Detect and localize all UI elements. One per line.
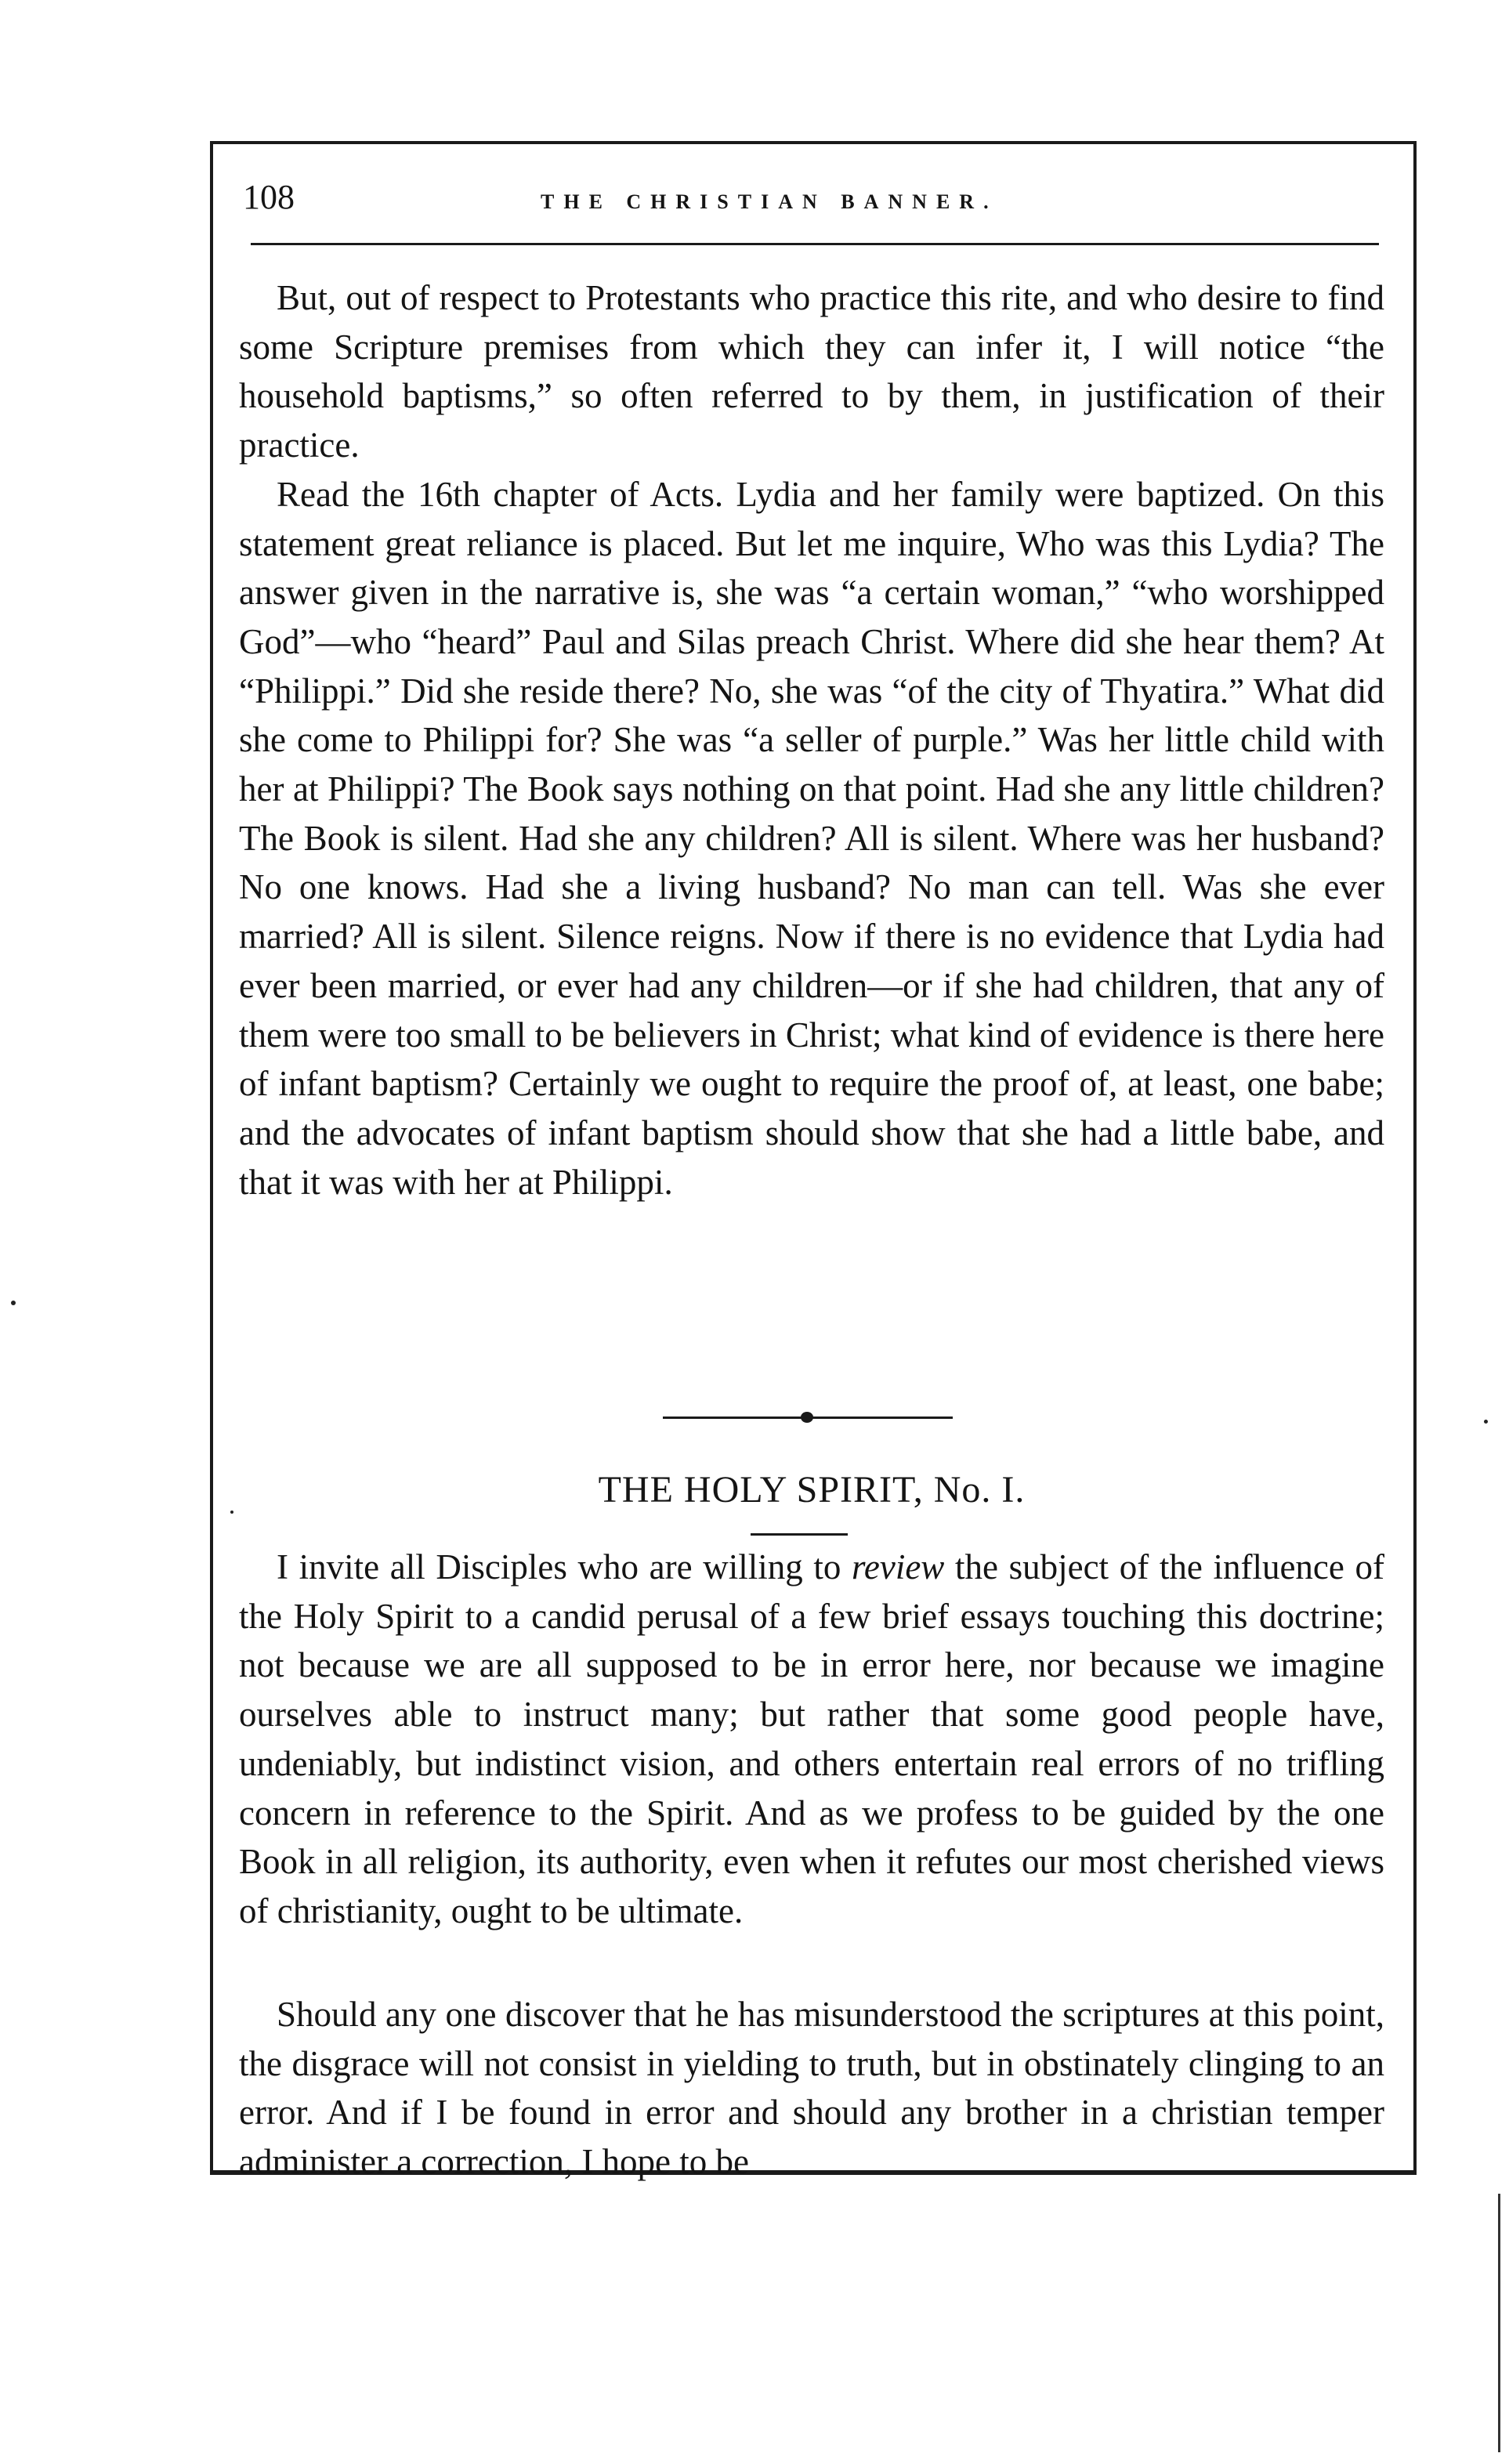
scan-speck [230,1511,233,1514]
paragraph-text: I invite all Disciples who are willing to [277,1547,852,1587]
title-rule [751,1533,848,1536]
section-holy-spirit-continued [239,1990,1384,2187]
paragraph: Read the 16th chapter of Acts. Lydia and her family were baptized. On this statement great reliance is placed. But let me inquire, Who was this Lydia? The answer given in the narrative is, she was “a certain woman,” “who worshipped God”—who “heard” Paul and Silas preach Christ. Where did she hear them? At “Philippi.” Did she reside there? No, she was “of the city of Thyatira.” What did she come to Philippi for? She was “a seller of purple.” Was her little child with her at Philippi? The Book says nothing on that point. Had she any little children? The Book is silent. Had she any children? All is silent. Where was her husband? No one knows. Had she a living husband? No man can tell. Was she ever married? All is silent. Silence reigns. Now if there is no evidence that Lydia had ever been married, or ever had any children—or if she had children, that any of them were too small to be believers in Christ; what kind of evidence is there here of infant baptism? Certainly we ought to require the proof of, at least, one babe; and the advocates of infant baptism should show that she had a little babe, and that it was with her at Philippi. [239,474,1384,1202]
divider-ornament [801,1412,813,1423]
section-household-baptisms [239,273,1384,1207]
page-header [243,174,1379,221]
paragraph-text: the subject of the influence of the Holy Spirit to a candid perusal of a few brief essays touching this doctrine; not because we are all supposed to be in error here, nor because we imagine ourselves able to instruct many; but rather that some good people have, undeniably, but indistinct vision, and others entertain real errors of no trifling concern in reference to the Spirit. And as we profess to be guided by the one Book in all religion, its authority, even when it refutes our most cherished views of christianity, ought to be ultimate. [239,1547,1385,1930]
page-number: 108 [243,178,295,216]
paragraph: Should any one discover that he has misunderstood the scriptures at this point, the disgrace will not consist in yielding to truth, but in obstinately clinging to an error. And if I be found in error and should any brother in a christian temper administer a correction, I hope to be [239,1995,1384,2182]
header-rule [251,243,1379,245]
paragraph [239,1543,1384,1936]
scan-speck [11,1301,16,1305]
section-holy-spirit [239,1543,1384,1936]
paragraph: But, out of respect to Protestants who practice this rite, and who desire to find some Scripture premises from which they can infer it, I will notice “the household baptisms,” so often referred to by them, in justification of their practice. [239,278,1384,465]
emphasis-review: review [852,1547,945,1587]
running-head: THE CHRISTIAN BANNER. [541,190,998,213]
section-title: THE HOLY SPIRIT, No. I. [598,1469,1026,1511]
scan-speck [1484,1420,1488,1424]
scan-edge-mark [1498,2194,1500,2452]
